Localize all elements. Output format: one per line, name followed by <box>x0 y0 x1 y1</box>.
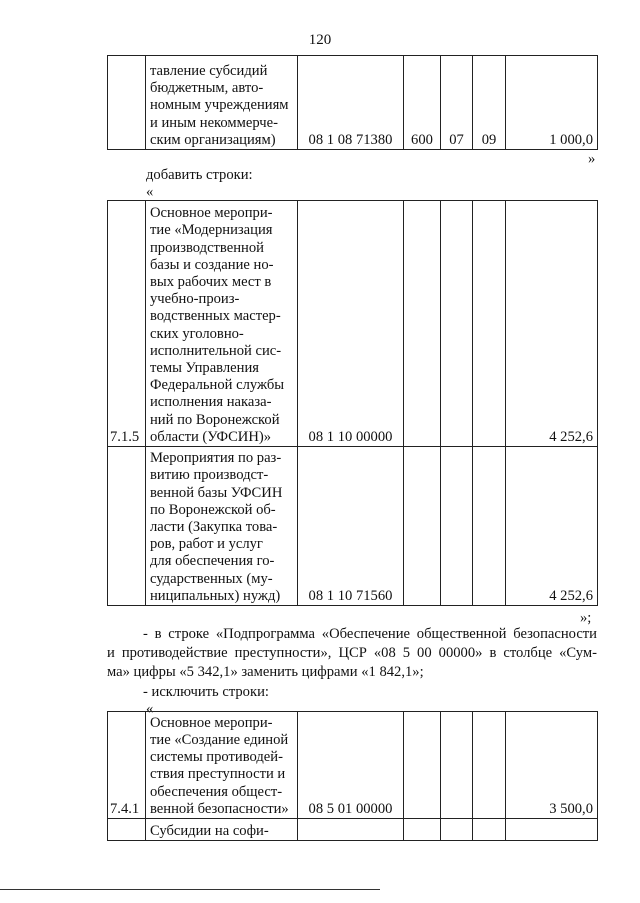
expense-type <box>404 819 441 841</box>
section-code <box>441 201 473 447</box>
row-name-line: по Воронежской об- <box>150 501 276 518</box>
subsection-code <box>473 447 506 606</box>
row-name-line: базы и создание но- <box>150 256 274 273</box>
expense-type <box>404 712 441 819</box>
paragraph-line: ма» цифры «5 342,1» заменить цифрами «1 842,1»; <box>107 664 424 680</box>
row-name-line: системы противодей- <box>150 749 283 766</box>
table-row <box>108 447 598 606</box>
table-row <box>108 201 598 447</box>
row-name <box>146 56 298 150</box>
row-name-line: обеспечения общест- <box>150 783 283 800</box>
subsection-code <box>473 712 506 819</box>
row-name-line: ний по Воронежской <box>150 411 280 428</box>
row-name-line: ров, работ и услуг <box>150 536 263 553</box>
table-row <box>108 712 598 819</box>
paragraph-line: и противодействие преступности», ЦСР «08 5 00 00000» в столбце «Сум- <box>107 645 597 661</box>
row-name-line: темы Управления <box>150 359 259 376</box>
amount <box>506 819 598 841</box>
row-name-line: ским организациям) <box>150 131 276 148</box>
row-number <box>108 447 146 606</box>
row-name-line: ствия преступности и <box>150 766 286 783</box>
add-rows-label: добавить строки: <box>146 167 253 183</box>
section-code <box>441 819 473 841</box>
row-name <box>146 712 298 819</box>
scan-edge-line <box>0 889 380 890</box>
target-code <box>298 819 404 841</box>
close-quote-semicolon: »; <box>580 610 592 626</box>
row-name <box>146 447 298 606</box>
target-code: 08 5 01 00000 <box>298 712 404 819</box>
row-name-line: Основное меропри- <box>150 714 273 731</box>
row-name-line: производственной <box>150 239 264 256</box>
row-name-line: Мероприятия по раз- <box>150 450 282 467</box>
close-quote: » <box>588 151 596 167</box>
expense-type <box>404 201 441 447</box>
row-name-line: Федеральной службы <box>150 377 285 394</box>
amount: 1 000,0 <box>506 56 598 150</box>
amount: 3 500,0 <box>506 712 598 819</box>
row-name-line: водственных мастер- <box>150 308 281 325</box>
row-name-line: исполнения наказа- <box>150 394 272 411</box>
row-name-line: тавление субсидий <box>150 62 268 79</box>
added-rows-table <box>107 200 598 606</box>
row-name-line: исполнительной сис- <box>150 342 282 359</box>
expense-type <box>404 447 441 606</box>
exclude-rows-label: - исключить строки: <box>143 684 269 700</box>
row-name-line: вых рабочих мест в <box>150 273 272 290</box>
excluded-rows-table <box>107 711 598 841</box>
amount: 4 252,6 <box>506 201 598 447</box>
row-name-line: ласти (Закупка това- <box>150 518 278 535</box>
row-number: 7.1.5 <box>108 201 146 447</box>
row-name-line: венной безопасности» <box>150 800 289 817</box>
expense-type: 600 <box>404 56 441 150</box>
subsection-code <box>473 819 506 841</box>
row-name-line: Субсидии на софи- <box>150 822 269 839</box>
open-quote: « <box>146 184 154 200</box>
section-code: 07 <box>441 56 473 150</box>
open-quote: « <box>146 701 154 717</box>
row-number <box>108 56 146 150</box>
row-name-line: области (УФСИН)» <box>150 428 272 445</box>
subsection-code <box>473 201 506 447</box>
row-name-line: учебно-произ- <box>150 291 240 308</box>
row-name-line: тие «Модернизация <box>150 222 273 239</box>
paragraph-line: - в строке «Подпрограмма «Обеспечение общественной безопасности <box>143 626 597 642</box>
amount: 4 252,6 <box>506 447 598 606</box>
row-name-line: Основное меропри- <box>150 205 273 222</box>
row-name <box>146 201 298 447</box>
row-name-line: ских уголовно- <box>150 325 244 342</box>
budget-table-continued <box>107 55 598 150</box>
row-name-line: и иным некоммерче- <box>150 114 278 131</box>
target-code: 08 1 10 00000 <box>298 201 404 447</box>
row-name-line: для обеспечения го- <box>150 553 275 570</box>
row-name-line: ниципальных) нужд) <box>150 587 281 604</box>
row-number <box>108 819 146 841</box>
target-code: 08 1 10 71560 <box>298 447 404 606</box>
row-name-line: сударственных (му- <box>150 570 273 587</box>
section-code <box>441 447 473 606</box>
amendment-paragraph <box>107 625 597 682</box>
row-name-line: витию производст- <box>150 467 269 484</box>
subsection-code: 09 <box>473 56 506 150</box>
target-code: 08 1 08 71380 <box>298 56 404 150</box>
row-name-line: венной базы УФСИН <box>150 484 283 501</box>
row-name-line: тие «Создание единой <box>150 731 289 748</box>
row-number: 7.4.1 <box>108 712 146 819</box>
section-code <box>441 712 473 819</box>
table-row <box>108 56 598 150</box>
page-number: 120 <box>308 32 332 48</box>
row-name-line: бюджетным, авто- <box>150 80 264 97</box>
row-name-line: номным учреждениям <box>150 97 289 114</box>
row-name <box>146 819 298 841</box>
table-row <box>108 819 598 841</box>
